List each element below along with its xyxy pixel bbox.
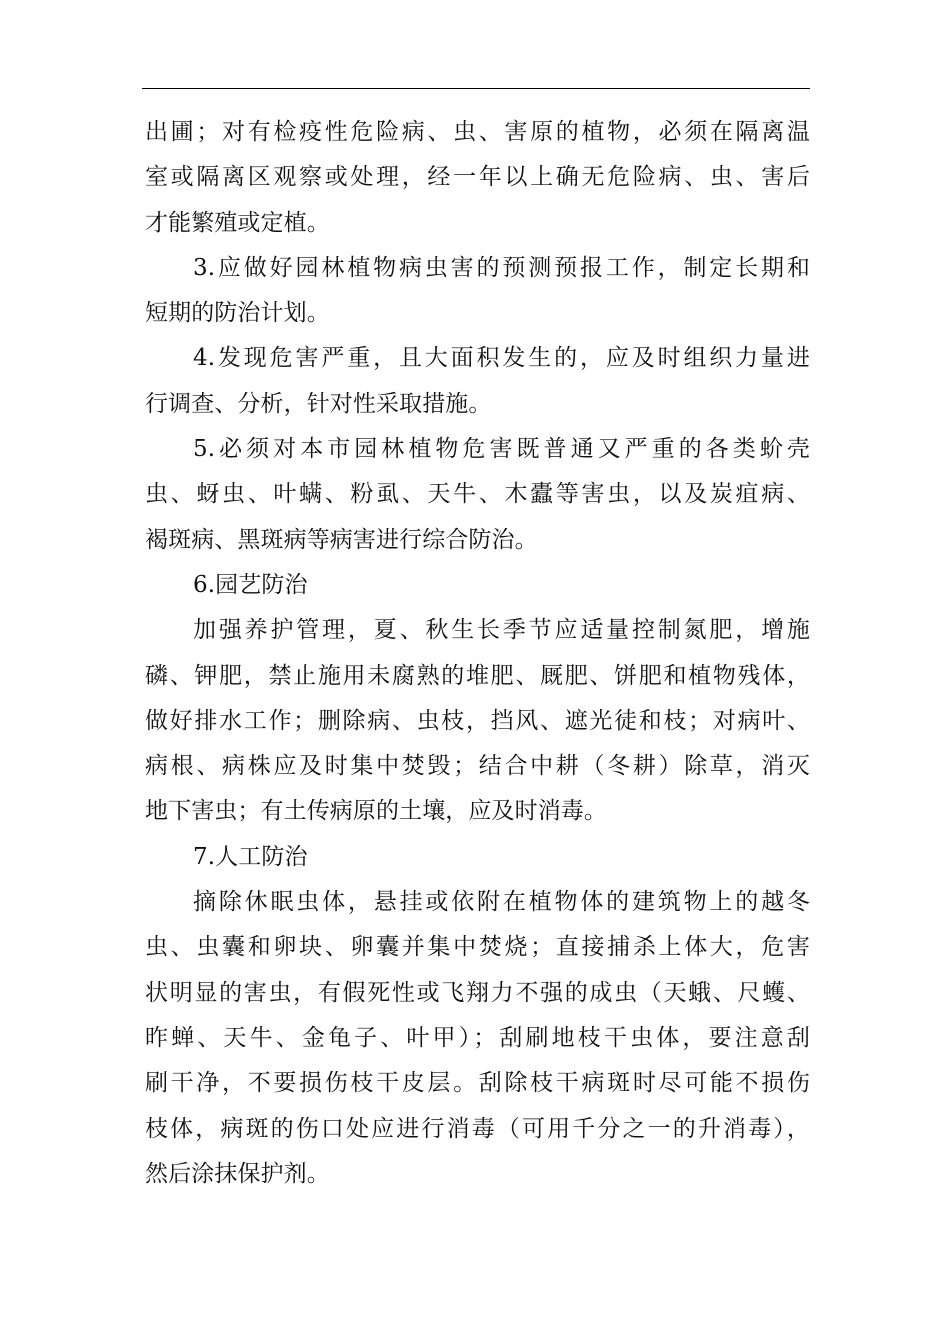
text-line: 刷干净，不要损伤枝干皮层。刮除枝干病斑时尽可能不损伤	[145, 1070, 810, 1097]
text-line: 枝体，病斑的伤口处应进行消毒（可用千分之一的升消毒），	[145, 1115, 810, 1142]
text-line: 做好排水工作；删除病、虫枝，挡风、遮光徒和枝；对病叶、	[145, 707, 810, 734]
text-line: 状明显的害虫，有假死性或飞翔力不强的成虫（天蛾、尺蠖、	[145, 979, 810, 1006]
text-line: 4.发现危害严重，且大面积发生的，应及时组织力量进	[193, 345, 810, 372]
text-line: 病根、病株应及时集中焚毁；结合中耕（冬耕）除草，消灭	[145, 753, 810, 780]
text-line: 行调查、分析，针对性采取措施。	[145, 390, 492, 417]
text-line: 然后涂抹保护剂。	[145, 1160, 330, 1187]
text-line: 昨蝉、天牛、金龟子、叶甲）；刮刷地枝干虫体，要注意刮	[145, 1024, 810, 1051]
text-line: 磷、钾肥，禁止施用未腐熟的堆肥、厩肥、饼肥和植物残体，	[145, 662, 810, 689]
text-line: 虫、虫囊和卵块、卵囊并集中焚烧；直接捕杀上体大，危害	[145, 934, 810, 961]
text-line: 6.园艺防治	[193, 571, 308, 598]
text-line: 5.必须对本市园林植物危害既普通又严重的各类蚧壳	[193, 436, 810, 463]
text-line: 才能繁殖或定植。	[145, 209, 330, 236]
text-line: 加强养护管理，夏、秋生长季节应适量控制氮肥，增施	[193, 617, 810, 644]
body-text	[145, 110, 810, 1197]
text-line: 7.人工防治	[193, 843, 308, 870]
text-line: 地下害虫；有土传病原的土壤，应及时消毒。	[145, 798, 607, 825]
header-rule	[142, 88, 810, 89]
text-line: 室或隔离区观察或处理，经一年以上确无危险病、虫、害后	[145, 164, 810, 191]
text-line: 3.应做好园林植物病虫害的预测预报工作，制定长期和	[193, 254, 810, 281]
text-line: 摘除休眠虫体，悬挂或依附在植物体的建筑物上的越冬	[193, 889, 810, 916]
text-line: 出圃；对有检疫性危险病、虫、害原的植物，必须在隔离温	[145, 119, 810, 145]
text-line: 褐斑病、黑斑病等病害进行综合防治。	[145, 526, 538, 553]
text-line: 短期的防治计划。	[145, 300, 330, 327]
text-line: 虫、蚜虫、叶螨、粉虱、天牛、木蠹等害虫，以及炭疽病、	[145, 481, 810, 508]
